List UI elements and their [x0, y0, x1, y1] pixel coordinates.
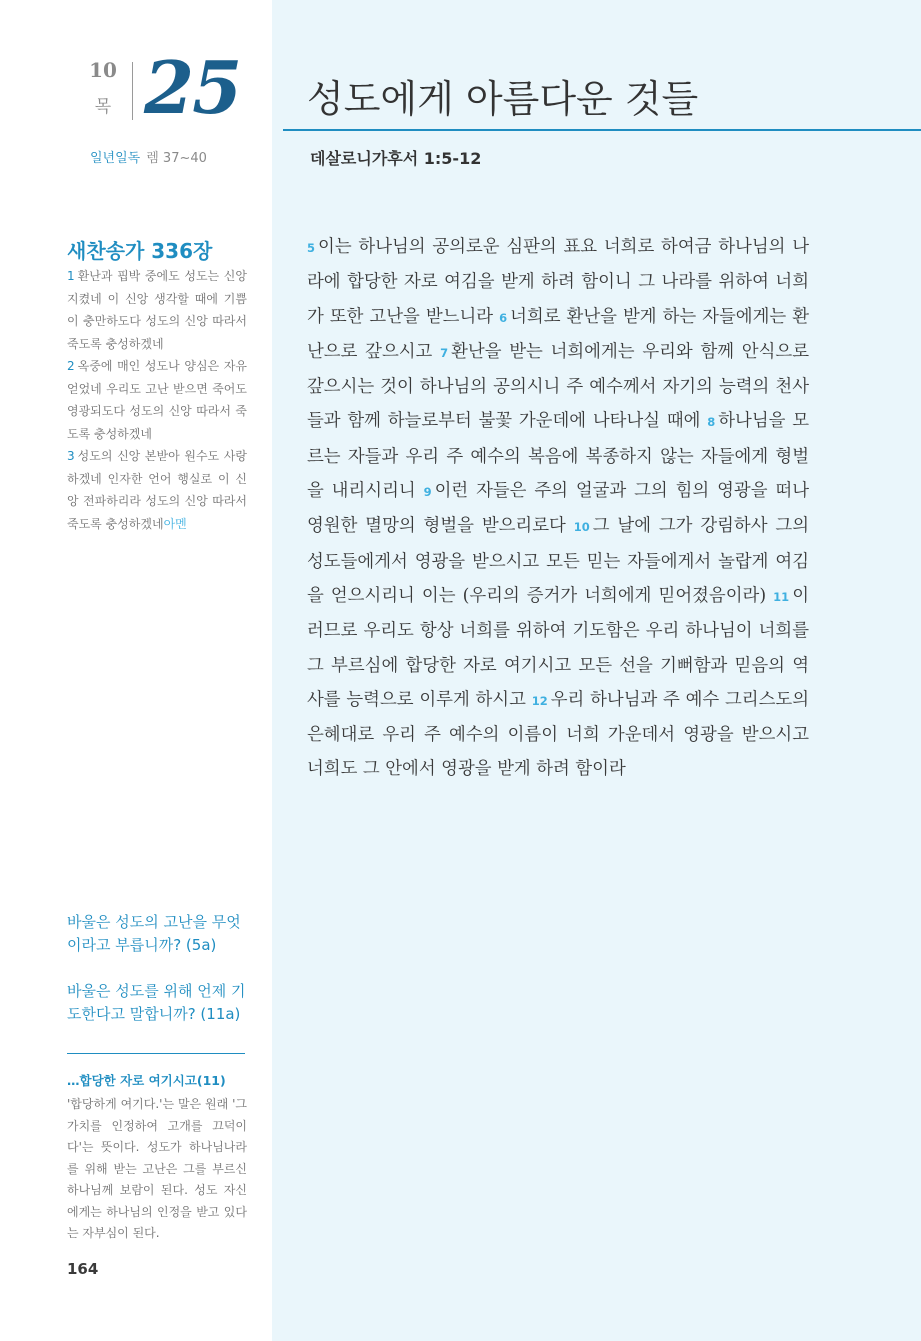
- verse-number: 6: [499, 310, 508, 325]
- hymn-amen: 아멘: [163, 516, 187, 531]
- reading-plan-reference: 렘 37~40: [146, 151, 207, 166]
- verse-number: 10: [573, 520, 590, 535]
- verse-number: 12: [531, 693, 548, 708]
- divider: [67, 1053, 245, 1054]
- hymn-verse-text: 환난과 핍박 중에도 성도는 신앙 지켰네 이 신앙 생각할 때에 기쁨이 충만하도다 성도의 신앙 따라서 죽도록 충성하겠네: [67, 269, 247, 351]
- hymn-verse: [67, 445, 247, 535]
- page-title: 성도에게 아름다운 것들: [307, 77, 699, 121]
- verse-text: 우리 하나님과 주 예수 그리스도의 은혜대로 우리 주 예수의 이름이 너희 가운데서 영광을 받으시고 너희도 그 안에서 영광을 받게 하려 함이라: [307, 689, 809, 780]
- verse-number: 5: [307, 241, 316, 255]
- hymn-verse-number: 1: [67, 269, 75, 283]
- hymn-verse: [67, 355, 247, 445]
- verse-text: 그 날에 그가 강림하사 그의 성도들에게서 영광을 받으시고 모든 믿는 자들에게서 놀랍게 여김을 얻으시리니 이는 (우리의 증거가 너희에게 믿어졌음이라): [307, 516, 810, 606]
- month-number: 10: [89, 58, 117, 82]
- verse-number: 7: [440, 345, 449, 360]
- hymn-verse-number: 2: [67, 359, 75, 373]
- verse-text: 이는 하나님의 공의로운 심판의 표요 너희로 하여금 하나님의 나라에 합당한 자로 여김을 받게 하려 함이니 그 나라를 위하여 너희가 또한 고난을 받느니라: [307, 237, 809, 327]
- reading-plan: [90, 147, 207, 166]
- reading-plan-label: 일년일독: [90, 151, 141, 166]
- question-2: 바울은 성도를 위해 언제 기도한다고 말합니까? (11a): [67, 982, 246, 1023]
- note-title: …합당한 자로 여기시고(11): [67, 1073, 226, 1088]
- verse-text: 이런 자들은 주의 얼굴과 그의 힘의 영광을 떠나 영원한 멸망의 형벌을 받으리로다: [307, 481, 809, 537]
- verse-number: 9: [423, 485, 432, 500]
- day-number: 25: [144, 45, 241, 130]
- verse-number: 8: [707, 415, 716, 430]
- scripture-passage: [307, 230, 809, 787]
- sidebar: [0, 0, 272, 1341]
- verse-number: 11: [773, 589, 790, 604]
- note-body: '합당하게 여기다.'는 말은 원래 '그 가치를 인정하여 고개를 끄덕이다'는 뜻이다. 성도가 하나님나라를 위해 받는 고난은 그를 부르신 하나님께 보람이 된다. 성도 자신에게는 하나님의 인정을 받고 있다는 자부심이 된다.: [67, 1097, 247, 1240]
- verse-text: 너희로 환난을 받게 하는 자들에게는 환난으로 갚으시고: [307, 306, 809, 362]
- hymn-title: 새찬송가 336장: [67, 239, 213, 263]
- hymn-verse: [67, 265, 247, 355]
- verse-text: 하나님을 모르는 자들과 우리 주 예수의 복음에 복종하지 않는 자들에게 형벌을 내리시리니: [307, 411, 809, 502]
- verse-text: 환난을 받는 너희에게는 우리와 함께 안식으로 갚으시는 것이 하나님의 공의시니 주 예수께서 자기의 능력의 천사들과 함께 하늘로부터 불꽃 가운데에 나타나실 때에: [307, 341, 809, 432]
- hymn-verse-text: 성도의 신앙 본받아 원수도 사랑하겠네 인자한 언어 행실로 이 신앙 전파하리라 성도의 신앙 따라서 죽도록 충성하겠네: [67, 449, 247, 531]
- weekday: 목: [94, 97, 112, 117]
- question-1: 바울은 성도의 고난을 무엇이라고 부릅니까? (5a): [67, 913, 241, 954]
- scripture-reference: 데살로니가후서 1:5-12: [310, 149, 482, 168]
- hymn-verse-text: 옥중에 매인 성도나 양심은 자유 얻었네 우리도 고난 받으면 죽어도 영광되도다 성도의 신앙 따라서 죽도록 충성하겠네: [67, 359, 247, 441]
- title-divider: [283, 129, 921, 131]
- hymn-lyrics: [67, 265, 247, 535]
- verse-text: 이러므로 우리도 항상 너희를 위하여 기도함은 우리 하나님이 너희를 그 부르심에 합당한 자로 여기시고 모든 선을 기뻐함과 믿음의 역사를 능력으로 이루게 하시고: [307, 585, 809, 710]
- hymn-verse-number: 3: [67, 449, 75, 463]
- page-number: 164: [67, 1260, 99, 1278]
- date-divider: [132, 62, 133, 120]
